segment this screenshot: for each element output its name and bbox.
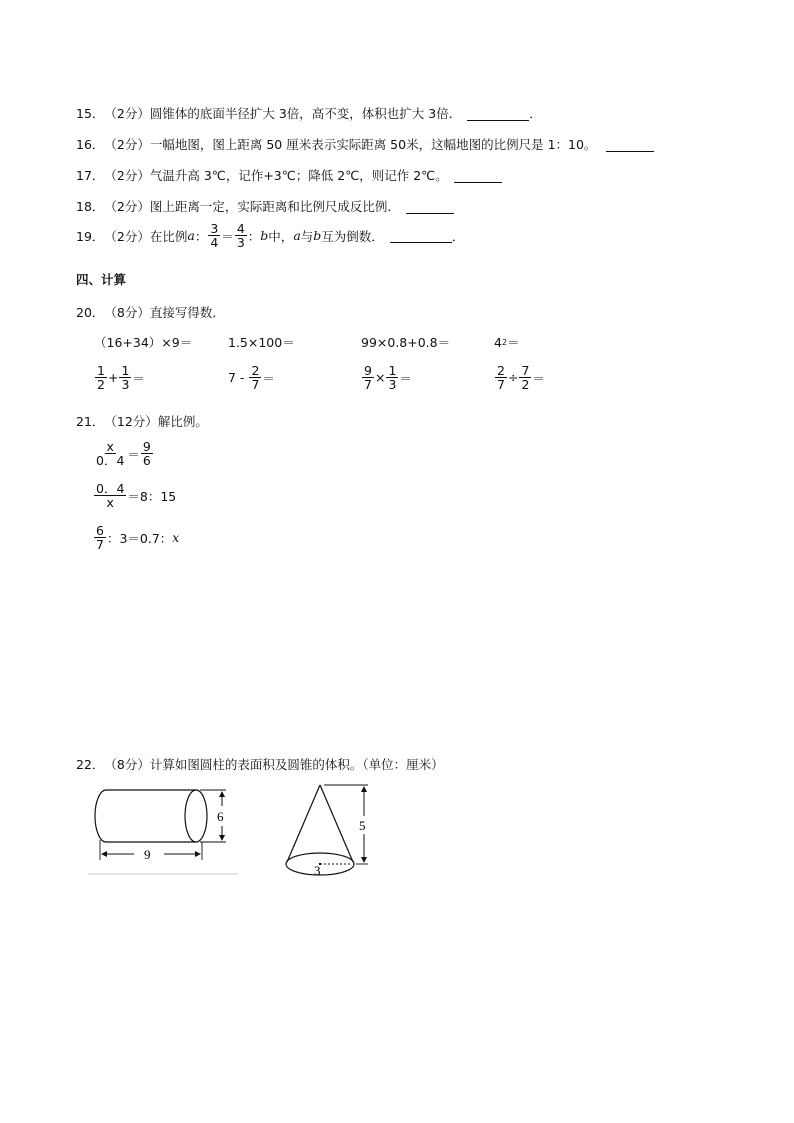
fraction: $\frac{2}{7}$	[497, 363, 505, 393]
q21-score: （12分）	[104, 414, 158, 429]
q19-var-a2: a	[293, 228, 301, 244]
question-22	[76, 755, 444, 773]
q15-end: ．	[529, 106, 542, 121]
calc-4: 4 2 ＝	[494, 334, 520, 350]
q19-var-a: a	[187, 228, 195, 244]
q22-text: 计算如图圆柱的表面积及圆锥的体积。（单位：厘米）	[149, 757, 444, 772]
q20-score: （8分）	[104, 305, 150, 320]
proportion-1: $\frac{x}{0.4}$ ＝ $\frac{9}{6}$	[96, 439, 151, 469]
question-17	[76, 166, 502, 184]
fraction: $\frac{2}{7}$	[251, 363, 260, 393]
q19-colon2: ：	[247, 228, 261, 244]
calc-7: $\frac{9}{7}$ × $\frac{1}{3}$ ＝	[364, 363, 412, 393]
cone-radius-label: 3	[314, 863, 321, 878]
q19-pre: 在比例	[149, 228, 188, 244]
q22-number: 22．	[76, 757, 105, 772]
fraction: $\frac{x}{0.4}$	[96, 439, 125, 469]
cylinder-figure	[88, 782, 238, 877]
q18-score: （2分）	[104, 199, 150, 214]
q15-score: （2分）	[104, 106, 150, 121]
fraction: $\frac{9}{6}$	[142, 439, 151, 469]
q15-number: 15．	[76, 106, 105, 121]
q19-var-b: b	[260, 228, 269, 244]
calc-5: $\frac{1}{2}$ + $\frac{1}{3}$ ＝	[97, 363, 145, 393]
question-21	[76, 412, 208, 430]
q19-yu: 与	[300, 228, 314, 244]
q21-number: 21．	[76, 414, 105, 429]
question-16	[76, 135, 654, 153]
q16-number: 16．	[76, 137, 105, 152]
q16-score: （2分）	[104, 137, 150, 152]
cone-figure	[280, 780, 375, 880]
question-20	[76, 303, 225, 321]
fraction: $\frac{0.4}{x}$	[96, 481, 125, 511]
q20-text: 直接写得数．	[149, 305, 225, 320]
question-19	[76, 222, 464, 249]
q19-equals: ＝	[221, 228, 234, 244]
answer-blank[interactable]	[390, 228, 452, 243]
answer-blank[interactable]	[467, 106, 529, 121]
calc-3: 99×0.8+0.8＝	[361, 335, 451, 350]
answer-blank[interactable]	[606, 137, 654, 152]
cone-height-label: 5	[359, 818, 366, 833]
q19-number: 19．	[76, 228, 105, 244]
q18-text: 图上距离一定，实际距离和比例尺成反比例．	[149, 199, 400, 214]
q19-mid: 中，	[268, 228, 294, 244]
question-15	[76, 104, 542, 122]
q19-score: （2分）	[104, 228, 150, 244]
q19-fraction-2: $\frac{4}{3}$	[236, 221, 245, 251]
proportion-3: $\frac{6}{7}$ ：3＝0.7： x	[96, 523, 180, 553]
fraction: $\frac{7}{2}$	[521, 363, 530, 393]
calc-1: （16+34）×9＝	[94, 335, 193, 350]
q19-colon1: ：	[194, 228, 208, 244]
cylinder-height-label: 6	[217, 809, 224, 824]
q15-text: 圆锥体的底面半径扩大 3倍，高不变，体积也扩大 3倍．	[149, 106, 462, 121]
proportion-2: $\frac{0.4}{x}$ ＝8：15	[96, 481, 177, 511]
q19-end: ．	[451, 228, 465, 244]
q19-fraction-1: $\frac{3}{4}$	[210, 221, 219, 251]
calc-8: $\frac{2}{7}$ ÷ $\frac{7}{2}$ ＝	[497, 363, 545, 393]
fraction: $\frac{1}{3}$	[121, 363, 130, 393]
fraction: $\frac{1}{3}$	[388, 363, 397, 393]
q22-score: （8分）	[104, 757, 150, 772]
fraction: $\frac{6}{7}$	[96, 523, 104, 553]
q17-number: 17．	[76, 168, 105, 183]
fraction: $\frac{1}{2}$	[97, 363, 105, 393]
q20-number: 20．	[76, 305, 105, 320]
q19-post: 互为倒数．	[321, 228, 384, 244]
q17-text: 气温升高 3℃，记作+3℃；降低 2℃，则记作 2℃。	[149, 168, 448, 183]
cylinder-length-label: 9	[144, 847, 151, 862]
section-heading: 四、计算	[76, 272, 127, 287]
q21-text: 解比例。	[157, 414, 208, 429]
calc-2: 1.5×100＝	[228, 335, 295, 350]
q19-var-b2: b	[313, 228, 322, 244]
calc-6: 7 - $\frac{2}{7}$ ＝	[228, 363, 275, 393]
q18-number: 18．	[76, 199, 105, 214]
fraction: $\frac{9}{7}$	[364, 363, 372, 393]
answer-blank[interactable]	[406, 199, 454, 214]
q16-text: 一幅地图，图上距离 50 厘米表示实际距离 50米，这幅地图的比例尺是 1：10。	[149, 137, 597, 152]
q17-score: （2分）	[104, 168, 150, 183]
answer-blank[interactable]	[454, 168, 502, 183]
question-18	[76, 197, 454, 215]
